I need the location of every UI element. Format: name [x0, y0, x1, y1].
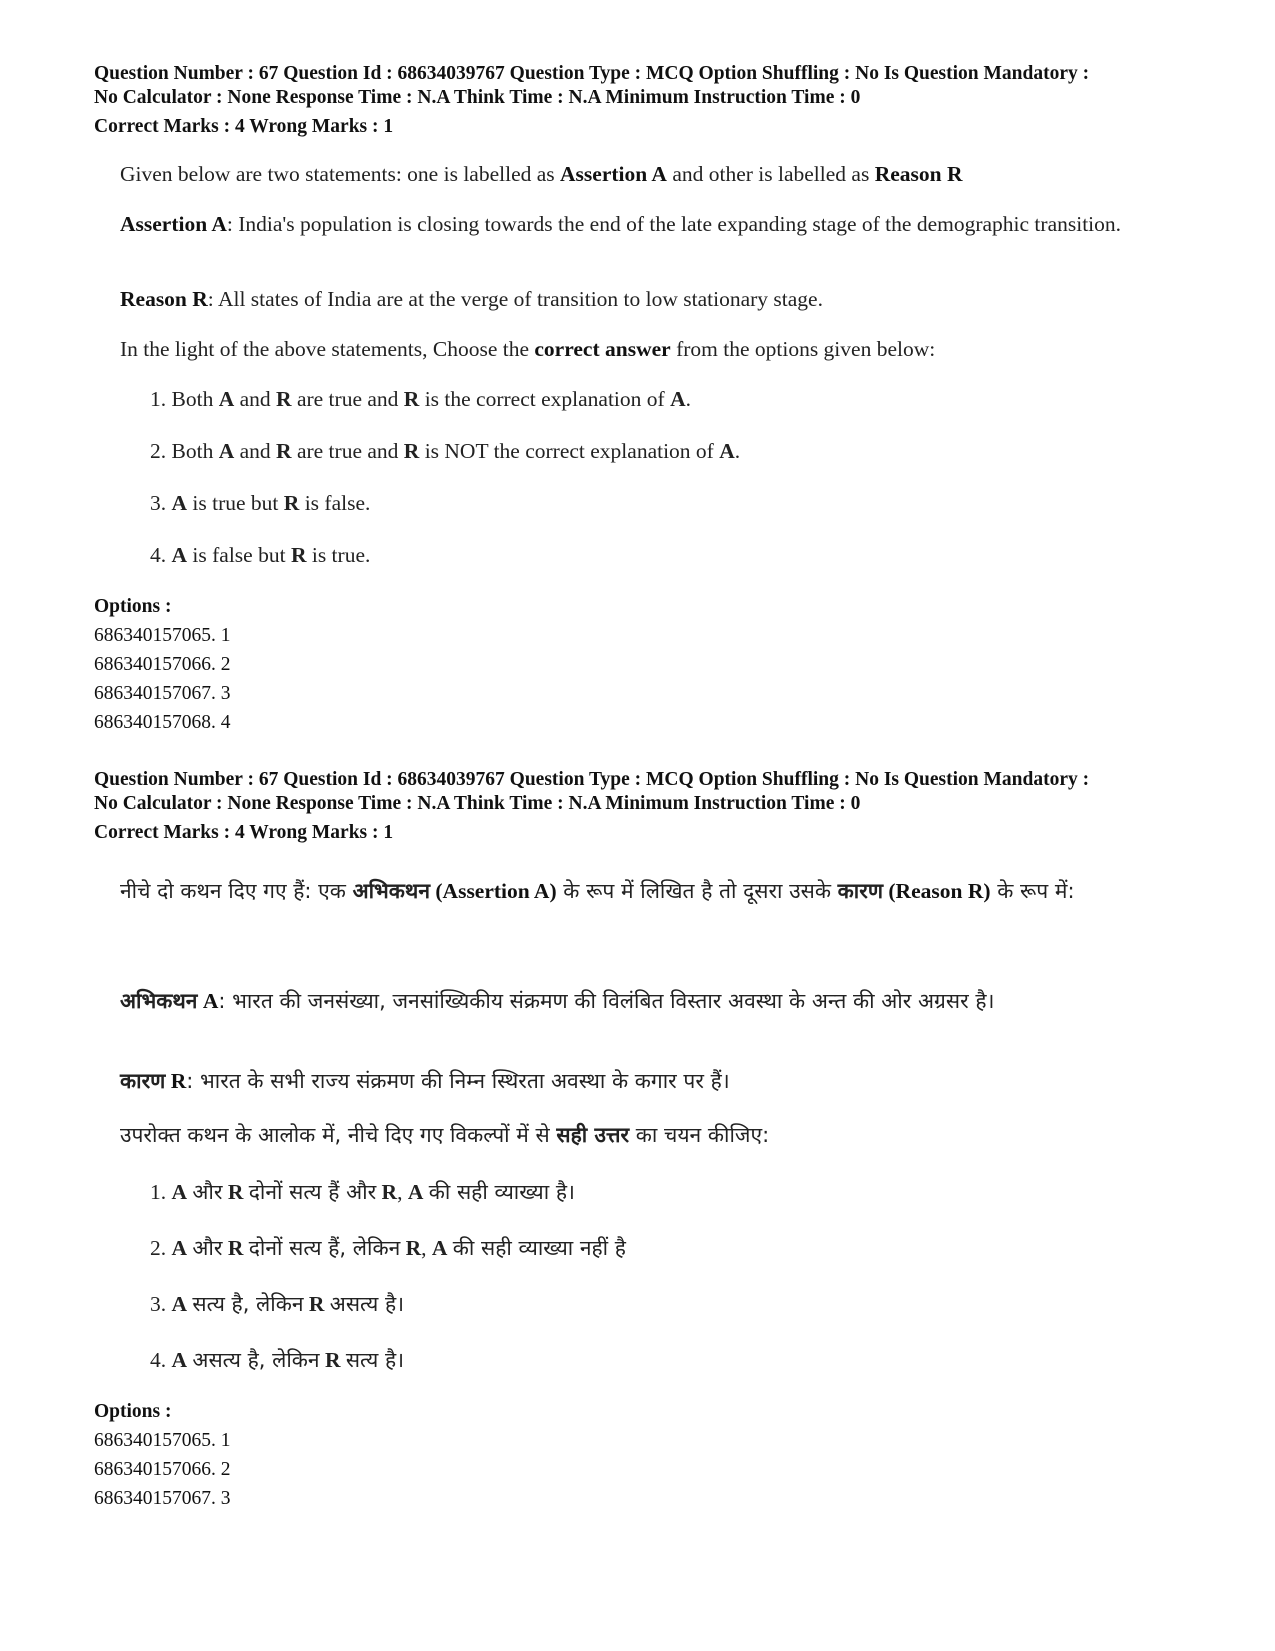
choice-3: 3. A सत्य है, लेकिन R असत्य है।: [150, 1292, 405, 1316]
question-header: [94, 768, 1204, 845]
question-meta-line-1: Question Number : 67 Question Id : 68634039767 Question Type : MCQ Option Shuffling : No Is Question Mandatory :: [94, 63, 1090, 84]
question-meta-line-1: Question Number : 67 Question Id : 68634039767 Question Type : MCQ Option Shuffling : No Is Question Mandatory :: [94, 769, 1090, 790]
choice-1: 1. Both A and R are true and R is the correct explanation of A.: [150, 387, 691, 411]
option-id: 686340157066. 2: [94, 654, 231, 675]
reason-statement: Reason R: All states of India are at the verge of transition to low stationary stage.: [120, 287, 823, 311]
assertion-statement: अभिकथन A: भारत की जनसंख्या, जनसांख्यिकीय संक्रमण की विलंबित विस्तार अवस्था के अन्त की ओर अग्रसर है।: [120, 989, 995, 1013]
choice-3: 3. A is true but R is false.: [150, 491, 371, 515]
options-list: [94, 1397, 231, 1513]
options-header: Options :: [94, 596, 172, 617]
reason-statement: कारण R: भारत के सभी राज्य संक्रमण की निम्न स्थिरता अवस्था के कगार पर हैं।: [120, 1069, 730, 1093]
options-list: [94, 592, 231, 737]
question-meta-line-2: No Calculator : None Response Time : N.A Think Time : N.A Minimum Instruction Time : 0: [94, 87, 861, 108]
choice-1: 1. A और R दोनों सत्य हैं और R, A की सही व्याख्या है।: [150, 1180, 575, 1204]
choice-4: 4. A असत्य है, लेकिन R सत्य है।: [150, 1348, 405, 1372]
option-id: 686340157065. 1: [94, 625, 231, 646]
choice-2: 2. Both A and R are true and R is NOT the correct explanation of A.: [150, 439, 741, 463]
option-id: 686340157068. 4: [94, 712, 231, 733]
question-header: [94, 62, 1204, 139]
marks-line: Correct Marks : 4 Wrong Marks : 1: [94, 822, 394, 843]
instruction-line: In the light of the above statements, Choose the correct answer from the options given below:: [120, 337, 936, 361]
option-id: 686340157067. 3: [94, 683, 231, 704]
reason-label: Reason R: [874, 162, 963, 186]
choice-4: 4. A is false but R is true.: [150, 543, 371, 567]
option-id: 686340157066. 2: [94, 1459, 231, 1480]
options-header: Options :: [94, 1401, 172, 1422]
choice-2: 2. A और R दोनों सत्य हैं, लेकिन R, A की सही व्याख्या नहीं है: [150, 1236, 626, 1260]
instruction-line: उपरोक्त कथन के आलोक में, नीचे दिए गए विकल्पों में से सही उत्तर का चयन कीजिए:: [120, 1123, 770, 1147]
assertion-statement: Assertion A: India's population is closing towards the end of the late expanding stage of the demographic transition.: [120, 212, 1122, 236]
assertion-label: Assertion A: [560, 162, 667, 186]
question-intro: Given below are two statements: one is labelled as Assertion A and other is labelled as Reason R: [120, 162, 963, 186]
option-id: 686340157067. 3: [94, 1488, 231, 1509]
marks-line: Correct Marks : 4 Wrong Marks : 1: [94, 116, 394, 137]
question-meta-line-2: No Calculator : None Response Time : N.A Think Time : N.A Minimum Instruction Time : 0: [94, 793, 861, 814]
question-intro: नीचे दो कथन दिए गए हैं: एक अभिकथन (Assertion A) के रूप में लिखित है तो दूसरा उसके कारण (Reason R) के रूप में:: [120, 879, 1075, 903]
option-id: 686340157065. 1: [94, 1430, 231, 1451]
